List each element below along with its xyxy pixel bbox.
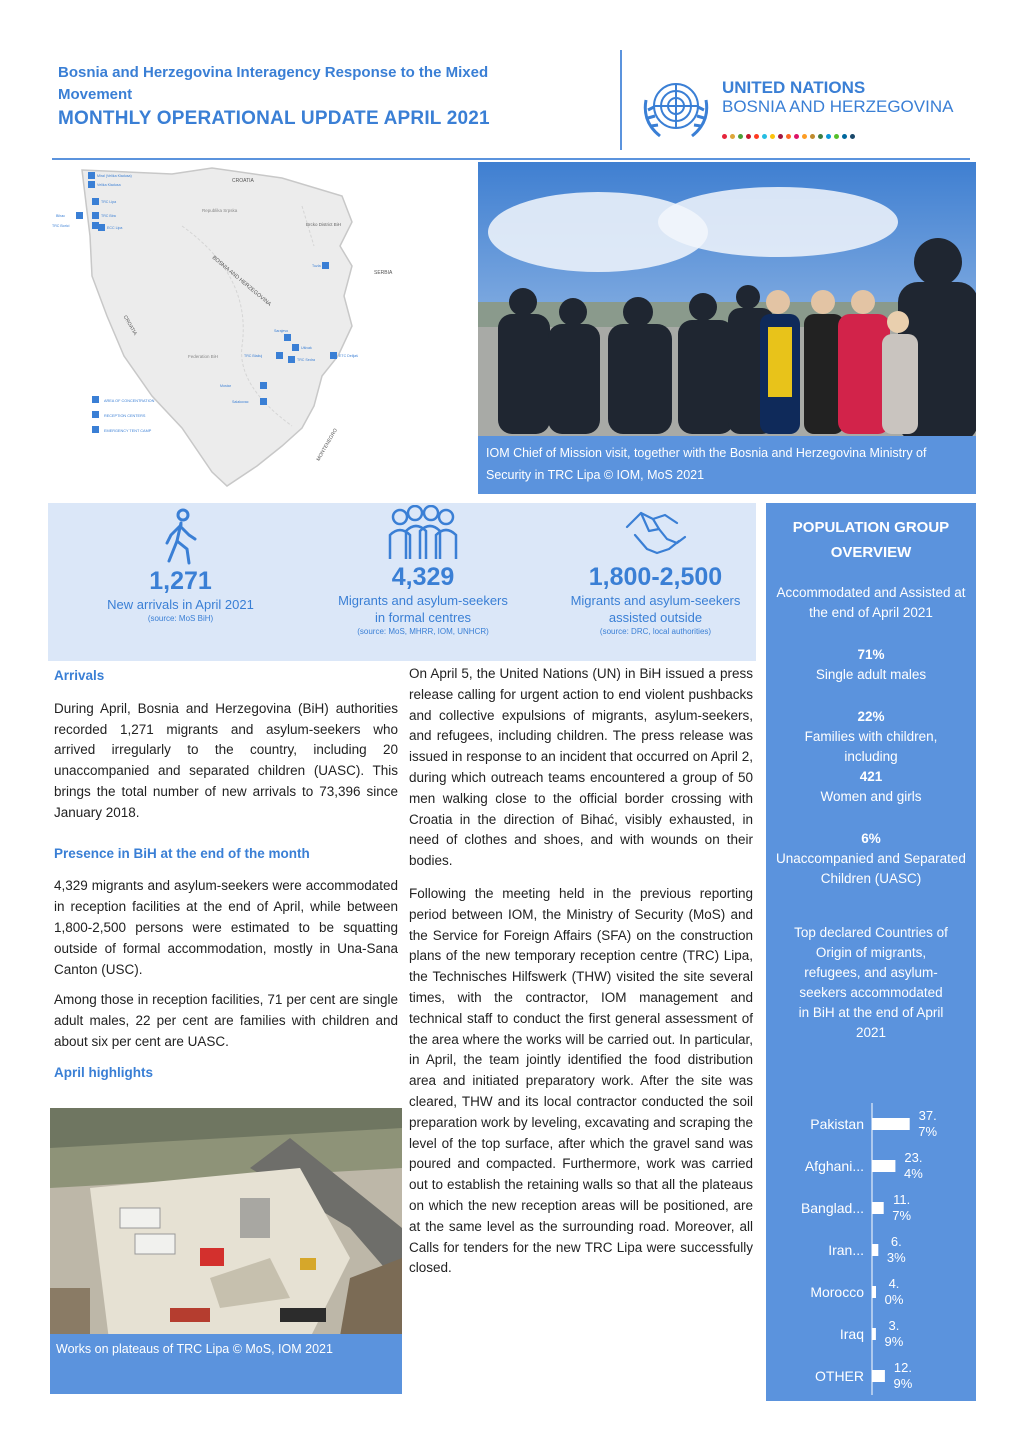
photo-iom-visit xyxy=(478,162,976,494)
group-uasc-label: Unaccompanied and Separated Children (UASC) xyxy=(776,851,966,886)
report-subtitle: Bosnia and Herzegovina Interagency Response to the Mixed Movement xyxy=(58,64,489,103)
countries-of-origin-chart xyxy=(774,1095,974,1395)
group-single-males-label: Single adult males xyxy=(815,667,927,682)
key-figures-band xyxy=(48,503,756,661)
countries-chart-title: Top declared Countries of Origin of migrants, refugees, and asylum-seekers accommodated in BiH at the end of April 2021 xyxy=(794,925,948,1040)
org-name-line2: BOSNIA AND HERZEGOVINA xyxy=(722,97,954,116)
map-legend-item: RECEPTION CENTERS xyxy=(104,414,146,418)
sdg-dot xyxy=(746,134,751,139)
chart-data-label: 11. xyxy=(893,1192,911,1207)
paragraph-breakdown: Among those in reception facilities, 71 per cent are single adult males, 22 per cent are families with children and about six per cent are UASC. xyxy=(54,992,398,1049)
header-rule xyxy=(52,158,970,160)
stat-label: New arrivals in April 2021 xyxy=(107,597,254,612)
chart-bar xyxy=(872,1370,885,1382)
map-site-label: ECC Lipa xyxy=(107,226,123,230)
map-site-label: Bihac xyxy=(56,214,65,218)
map-label-croatia-w: CROATIA xyxy=(121,314,138,337)
sdg-dot xyxy=(786,134,791,139)
stat-value: 4,329 xyxy=(391,563,455,591)
map-legend xyxy=(92,396,155,433)
chart-bar xyxy=(872,1202,884,1214)
map-site-label: TRC Borici xyxy=(52,224,70,228)
chart-bar xyxy=(872,1244,878,1256)
map-label-montenegro: MONTENEGRO xyxy=(315,427,339,463)
map-label-croatia-n: CROATIA xyxy=(232,178,254,184)
chart-data-label: 23. xyxy=(904,1150,923,1165)
map-label-fbih: Federation BiH xyxy=(188,354,219,359)
chart-data-label: 9% xyxy=(893,1376,913,1391)
chart-category-label: Iraq xyxy=(839,1326,864,1342)
chart-category-label: Iran... xyxy=(828,1242,864,1258)
text-column-left xyxy=(54,666,398,1096)
panel-intro: Accommodated and Assisted at the end of April 2021 xyxy=(776,585,966,620)
chart-data-label: 3. xyxy=(888,1318,900,1333)
sdg-dot xyxy=(754,134,759,139)
chart-category-label: Afghani... xyxy=(804,1158,864,1174)
map-site-label: Tuzla xyxy=(312,264,321,268)
sdg-dot xyxy=(834,134,839,139)
chart-category-label: Morocco xyxy=(810,1284,864,1300)
un-emblem-icon xyxy=(636,70,716,146)
stat-value: 1,800-2,500 xyxy=(588,563,723,591)
chart-data-label: 3% xyxy=(886,1250,906,1265)
paragraph-presence: 4,329 migrants and asylum-seekers were accommodated in reception facilities at the end of April, while between 1,800-2,500 persons were estimated to be squatting outside of formal accommodation, mostly in Una-Sana Canton (USC). xyxy=(54,878,398,977)
stat-new-arrivals xyxy=(88,507,273,624)
sdg-dot xyxy=(794,134,799,139)
sdg-dot xyxy=(802,134,807,139)
chart-data-label: 7% xyxy=(892,1208,912,1223)
paragraph-trc-lipa: Following the meeting held in the previous reporting period between IOM, the Ministry of Security (MoS) and the Service for Foreign Affairs (SFA) on the construction plans of the new temporary reception centre (TRC) Lipa, the Technisches Hilfswerk (THW) visited the site several times, with the contractor, IOM management and technical staff to conduct the first general assessment of the area where the works will be carried out. In particular, in April, the team jointly identified the food distribution area and initiated preparatory work. After the site was cleared, THW and its local contractor conducted the soil preparation work by leveling, excavating and scraping the level of the top surface, after which the gravel sand was poured and compacted. Furthermore, work was carried out to establish the retaining walls so that all the plateaus on which the new reception areas will be positioned, are at the same level as the surrounding road. Moreover, all Calls for tenders for the new TRC Lipa were successfully closed. xyxy=(409,885,753,1276)
map-site-label: TRC Lipa xyxy=(101,200,117,204)
chart-category-label: Banglad... xyxy=(800,1200,864,1216)
stat-value: 1,271 xyxy=(149,567,212,595)
sdg-dot xyxy=(738,134,743,139)
sdg-dot xyxy=(842,134,847,139)
photo-trc-lipa-works xyxy=(50,1108,402,1394)
stat-assisted-outside xyxy=(558,505,753,637)
chart-data-label: 9% xyxy=(884,1334,904,1349)
map-site-label: Miral (Velika Kladusa) xyxy=(97,174,132,178)
bih-map xyxy=(52,166,412,496)
header-divider xyxy=(620,50,622,150)
map-label-rs: Republika Srpska xyxy=(202,208,238,213)
map-site-label: Salakovac xyxy=(232,400,249,404)
sdg-dot xyxy=(730,134,735,139)
heading-arrivals: Arrivals xyxy=(54,668,105,683)
sdg-color-dots xyxy=(722,126,858,132)
chart-bar xyxy=(872,1328,876,1340)
heading-presence: Presence in BiH at the end of the month xyxy=(54,845,310,861)
chart-bar xyxy=(872,1118,910,1130)
stat-label: Migrants and asylum-seekers in formal centres xyxy=(338,593,508,625)
map-legend-item: AREA OF CONCENTRATION xyxy=(104,399,155,403)
helping-hands-icon xyxy=(623,505,689,563)
group-women-count: 421 xyxy=(859,769,883,784)
group-of-people-icon xyxy=(386,505,460,563)
sdg-dot xyxy=(818,134,823,139)
chart-category-label: OTHER xyxy=(815,1368,864,1384)
text-column-right xyxy=(409,664,753,1289)
photo-trc-lipa-works-caption: Works on plateaus of TRC Lipa © MoS, IOM 2021 xyxy=(50,1334,402,1394)
photo-iom-visit-caption: IOM Chief of Mission visit, together with the Bosnia and Herzegovina Ministry of Security in TRC Lipa © IOM, MoS 2021 xyxy=(478,436,976,494)
org-name-line1: UNITED NATIONS xyxy=(722,78,866,97)
group-families-pct: 22% xyxy=(857,709,885,724)
group-single-males-pct: 71% xyxy=(857,647,885,662)
stat-source: (source: DRC, local authorities) xyxy=(599,627,712,636)
panel-title: POPULATION GROUP OVERVIEW xyxy=(792,519,950,561)
group-women-label: Women and girls xyxy=(820,789,922,804)
chart-data-label: 12. xyxy=(893,1360,912,1375)
map-site-label: Velika Kladusa xyxy=(97,183,121,187)
chart-bar xyxy=(872,1286,876,1298)
population-overview-panel xyxy=(766,503,976,1401)
map-site-label: Mostar xyxy=(220,384,231,388)
chart-category-label: Pakistan xyxy=(810,1116,864,1132)
map-label-bih: BOSNIA AND HERZEGOVINA xyxy=(210,254,272,308)
chart-bar xyxy=(872,1160,895,1172)
sdg-dot xyxy=(778,134,783,139)
sdg-dot xyxy=(826,134,831,139)
chart-data-label: 6. xyxy=(890,1234,902,1249)
report-title: MONTHLY OPERATIONAL UPDATE APRIL 2021 xyxy=(58,108,490,129)
stat-source: (source: MoS BiH) xyxy=(147,614,214,623)
paragraph-pushbacks: On April 5, the United Nations (UN) in BiH issued a press release calling for urgent action to end violent pushbacks and collective expulsions of migrants, asylum-seekers, and refugees, including children. The press release was issued in response to an incident that occurred on April 2, during which outreach teams encountered a group of 50 men walking close to the official border crossing with Croatia in the direction of Bihać, visibly exhausted, in need of clothes and shoes, and with wounds on their bodies. xyxy=(409,666,753,869)
sdg-dot xyxy=(850,134,855,139)
group-uasc-pct: 6% xyxy=(861,831,881,846)
map-site-label: TRC Sedra xyxy=(297,358,315,362)
stat-label: Migrants and asylum-seekers assisted outside xyxy=(570,593,741,625)
heading-april-highlights: April highlights xyxy=(54,1064,153,1080)
map-site-label: Sarajevo xyxy=(274,329,289,333)
chart-data-label: 37. xyxy=(918,1108,937,1123)
chart-data-label: 0% xyxy=(884,1292,904,1307)
paragraph-arrivals: During April, Bosnia and Herzegovina (BiH) authorities recorded 1,271 migrants and asylum-seekers who arrived irregularly to the country, including 20 unaccompanied and separated children (UASC). This brings the total number of new arrivals to 73,396 since January 2018. xyxy=(54,700,398,820)
map-site-label: ETC Delijaš xyxy=(339,354,358,358)
chart-data-label: 4% xyxy=(904,1166,923,1181)
map-label-brcko: Brcko District BiH xyxy=(306,222,342,227)
map-site-label: Ušivak xyxy=(301,346,312,350)
stat-formal-centres xyxy=(328,505,518,637)
stat-source: (source: MoS, MHRR, IOM, UNHCR) xyxy=(357,627,489,636)
sdg-dot xyxy=(810,134,815,139)
map-site-label: TRC Bira xyxy=(101,214,116,218)
chart-data-label: 4. xyxy=(888,1276,900,1291)
map-legend-item: EMERGENCY TENT CAMP xyxy=(104,429,152,433)
chart-data-label: 7% xyxy=(918,1124,938,1139)
sdg-dot xyxy=(770,134,775,139)
bih-country-shape xyxy=(82,168,352,486)
group-families-label: Families with children, including xyxy=(804,729,938,764)
map-label-serbia: SERBIA xyxy=(374,270,393,276)
sdg-dot xyxy=(762,134,767,139)
sdg-dot xyxy=(722,134,727,139)
walking-person-icon xyxy=(159,507,203,567)
map-site-label: TRC Blažuj xyxy=(244,354,263,358)
